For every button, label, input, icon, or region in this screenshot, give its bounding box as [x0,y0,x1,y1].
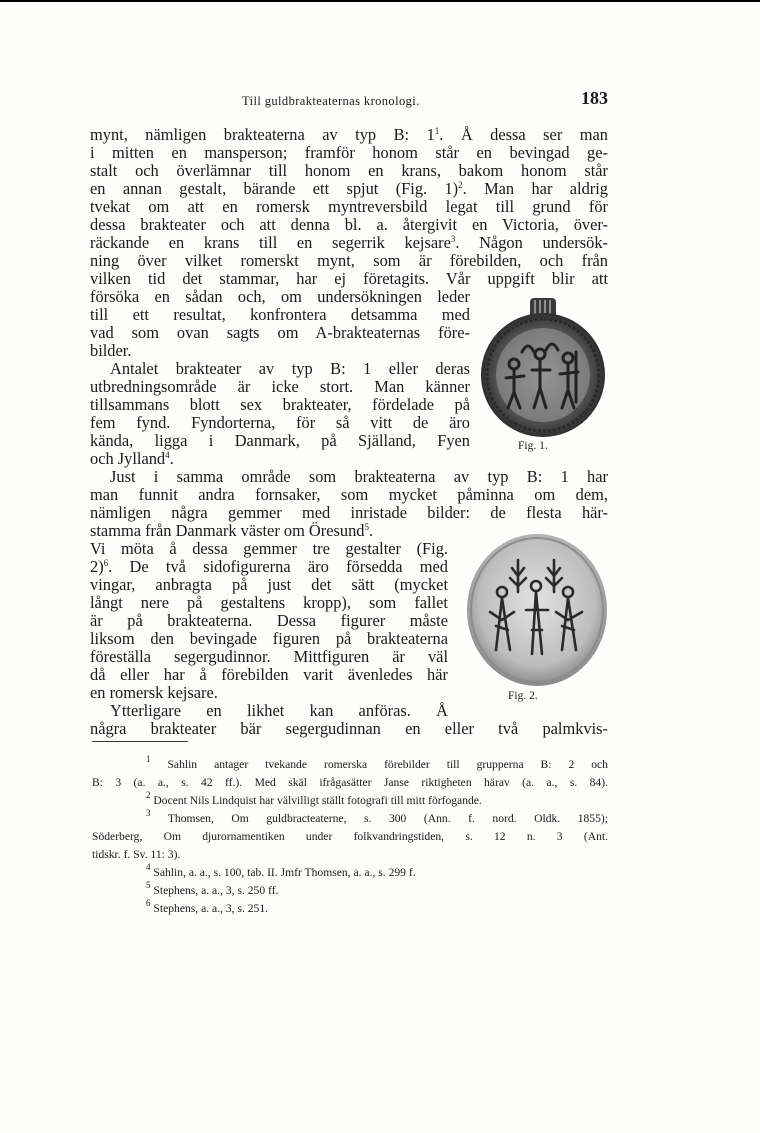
footnote: $^6$ Stephens, a. a., 3, s. 251. [146,898,269,915]
body-line: och Jylland$^4$. [90,449,174,468]
body-line: nämligen några gemmer med inristade bilder: de flesta här- [90,503,608,522]
footnote: Söderberg, Om djurornamentiken under folkvandringstiden, s. 12 n. 3 (Ant. [92,830,608,843]
body-line: vingar, anbragta på just det sätt (mycket [90,575,448,594]
footnote: $^2$ Docent Nils Lindquist har välvilligt ställt fotografi till mitt förfogande. [146,790,482,807]
footnote-ref: 4 [165,450,170,460]
body-line: då eller har å förebilden varit ävenledes här [90,665,448,684]
body-line: liksom den bevingade figuren på brakteaterna [90,629,448,648]
body-line: mynt, nämligen brakteaterna av typ B: $1^1$. Å dessa ser man [90,125,608,144]
footnote: $^1$ Sahlin antager tvekande romerska förebilder till grupperna B: 2 och [146,754,608,771]
body-line: till ett resultat, konfrontera detsamma med [90,305,470,324]
page-number: 183 [581,88,608,108]
running-title: Till guldbrakteaternas kronologi. [242,94,420,108]
footnote-ref: 6 [103,558,109,568]
footnote-ref: 1 [434,126,440,136]
body-line: Antalet brakteater av typ B: 1 eller deras [110,359,470,378]
footnote-ref: 2 [458,180,463,190]
body-line: fem fynd. Fyndorterna, för så vitt de äro [90,413,470,432]
fig1-bracteate-image [476,292,610,442]
body-line: man funnit andra fornsaker, som mycket påminna om dem, [90,485,608,504]
body-line: bilder. [90,341,132,360]
footnote: $^5$ Stephens, a. a., 3, s. 250 ff. [146,880,279,897]
body-line: långt nere på gestaltens kropp), som fallet [90,593,448,612]
body-line: tillsammans blott sex brakteater, fördelade på [90,395,470,414]
body-line: Ytterligare en likhet kan anföras. Å [110,701,448,720]
fig2-gem-image [462,530,612,690]
body-line: vad som ovan sagts om A-brakteaternas före- [90,323,470,342]
footnote: tidskr. f. Sv. 11: 3). [92,848,181,861]
body-line: ning över vilket romerskt mynt, som är förebilden, och från [90,251,608,270]
fig2-caption: Fig. 2. [508,690,538,702]
body-line: Vi möta å dessa gemmer tre gestalter (Fig. [90,539,448,558]
body-line: kända, ligga i Danmark, på Själland, Fyen [90,431,470,450]
body-line: tvekat om att en romersk myntreversbild legat till grund för [90,197,608,216]
body-line: Just i samma område som brakteaterna av typ B: 1 har [110,467,608,486]
body-line: några brakteater bär segergudinnan en eller två palmkvis- [90,719,608,738]
body-line: en annan gestalt, bärande ett spjut (Fig. 1)$^2$. Man har aldrig [90,179,608,198]
footnote-separator [92,741,188,742]
body-line: en romersk kejsare. [90,683,218,702]
body-line: 2)$^6$. De två sidofigurerna äro försedda med [90,557,448,576]
body-line: räckande en krans till en segerrik kejsare$^3$. Någon undersök- [90,233,608,252]
fig1-caption: Fig. 1. [518,440,548,452]
body-line: utbredningsområde är icke stort. Man känner [90,377,470,396]
body-line: föreställa segergudinnor. Mittfiguren är väl [90,647,448,666]
footnote: $^4$ Sahlin, a. a., s. 100, tab. II. Jmfr Thomsen, a. a., s. 299 f. [146,862,416,879]
footnote-ref: 5 [364,522,369,532]
page-top-border [0,0,760,2]
body-line: i mitten en mansperson; framför honom står en bevingad ge- [90,143,608,162]
footnote-ref: 3 [450,234,456,244]
body-line: stamma från Danmark väster om Öresund$^5$. [90,521,374,540]
body-line: försöka en sådan och, om undersökningen leder [90,287,470,306]
body-line: dessa brakteater och att denna bl. a. återgivit en Victoria, över- [90,215,608,234]
body-line: vilken tid det stammar, har ej företagits. Vår uppgift blir att [90,269,608,288]
body-line: stalt och överlämnar till honom en krans, bakom honom står [90,161,608,180]
footnote: B: 3 (a. a., s. 42 ff.). Med skäl ifrågasätter Janse riktigheten härav (a. a., s. 84). [92,776,608,789]
running-header [92,88,608,112]
body-line: är på brakteaterna. Dessa figurer måste [90,611,448,630]
footnote: $^3$ Thomsen, Om guldbracteaterne, s. 300 (Ann. f. nord. Oldk. 1855); [146,808,608,825]
